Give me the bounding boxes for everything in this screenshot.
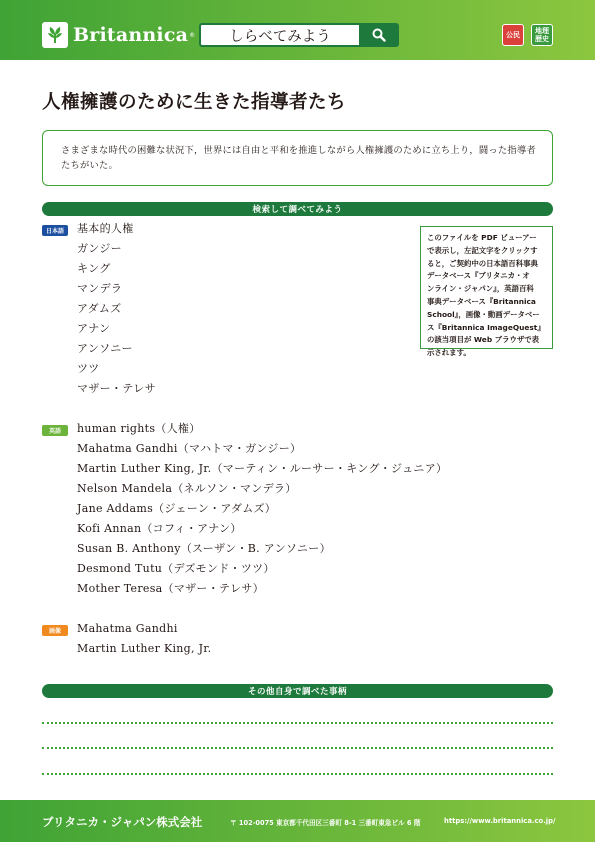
japanese-term-link[interactable]: ツツ — [77, 362, 100, 375]
badge-line: 歴史 — [535, 35, 549, 43]
image-term-link[interactable]: Mahatma Gandhi — [77, 622, 178, 635]
note-line: の該当項目が Web ブラウザで表 — [427, 335, 540, 345]
footer-company: ブリタニカ・ジャパン株式会社 — [42, 815, 203, 829]
image-tag: 画像 — [42, 625, 68, 636]
search-label-box: しらべてみよう — [199, 23, 359, 47]
note-line: データベース『ブリタニカ・オ — [427, 271, 530, 281]
english-term-link[interactable]: Susan B. Anthony（スーザン・B. アンソニー） — [77, 542, 331, 555]
japanese-term-link[interactable]: キング — [77, 262, 111, 275]
header — [0, 0, 595, 60]
japanese-term-link[interactable]: アダムズ — [77, 302, 122, 315]
english-term-link[interactable]: Desmond Tutu（デズモンド・ツツ） — [77, 562, 275, 575]
japanese-tag: 日本語 — [42, 225, 68, 236]
thistle-logo-icon — [42, 22, 68, 48]
note-line: ス『Britannica ImageQuest』 — [427, 322, 545, 332]
japanese-term-link[interactable]: アンソニー — [77, 342, 133, 355]
note-line: ンライン・ジャパン』，英語百科 — [427, 284, 534, 294]
english-term-link[interactable]: Martin Luther King, Jr.（マーティン・ルーサー・キング・ジュニア） — [77, 462, 448, 475]
britannica-logo[interactable] — [42, 22, 195, 48]
note-line: 示されます。 — [427, 348, 471, 358]
note-line: 事典データベース『Britannica — [427, 296, 536, 306]
english-term-link[interactable]: Nelson Mandela（ネルソン・マンデラ） — [77, 482, 297, 495]
intro-box — [42, 130, 553, 186]
english-term-link[interactable]: Mother Teresa（マザー・テレサ） — [77, 582, 264, 595]
section-other-heading: その他自身で調べた事柄 — [42, 684, 553, 698]
japanese-term-link[interactable]: アナン — [77, 322, 111, 335]
civics-badge: 公民 — [502, 24, 524, 46]
writing-line[interactable] — [42, 773, 553, 775]
english-term-link[interactable]: Jane Addams（ジェーン・アダムズ） — [77, 502, 277, 515]
writing-line[interactable] — [42, 722, 553, 724]
english-term-link[interactable]: Mahatma Gandhi（マハトマ・ガンジー） — [77, 442, 302, 455]
intro-text: さまざまな時代の困難な状況下，世界には自由と平和を推進しながら人権擁護のために立ち上り，闘った指導者たちがいた。 — [61, 145, 536, 171]
footer — [0, 800, 595, 842]
instruction-note — [420, 226, 553, 358]
search-button[interactable] — [359, 23, 399, 47]
section-search-heading: 検索して調べてみよう — [42, 202, 553, 216]
logo-text: Britannica — [73, 24, 189, 46]
japanese-term-link[interactable]: 基本的人権 — [77, 222, 134, 235]
page-title: 人権擁護のために生きた指導者たち — [42, 92, 347, 113]
writing-line[interactable] — [42, 747, 553, 749]
geography-history-badge — [531, 24, 553, 46]
footer-url-link[interactable]: https://www.britannica.co.jp/ — [444, 817, 556, 825]
english-tag: 英語 — [42, 425, 68, 436]
japanese-term-link[interactable]: マンデラ — [77, 282, 123, 295]
note-line: ると，ご契約中の日本語百科事典 — [427, 258, 538, 268]
note-line: このファイルを PDF ビューアー — [427, 233, 537, 242]
badge-line: 地理 — [535, 27, 549, 35]
note-line: School』，画像・動画データベー — [427, 309, 540, 319]
image-term-link[interactable]: Martin Luther King, Jr. — [77, 642, 212, 655]
japanese-term-link[interactable]: ガンジー — [77, 242, 122, 255]
english-term-link[interactable]: human rights（人権） — [77, 422, 201, 435]
note-line: で表示し，左記文字をクリックす — [427, 245, 538, 255]
japanese-term-link[interactable]: マザー・テレサ — [77, 382, 156, 395]
footer-address: 〒 102-0075 東京都千代田区三番町 8-1 三番町東急ビル 6 階 — [230, 819, 421, 827]
logo-trademark: ® — [189, 31, 196, 39]
search-icon — [372, 28, 386, 42]
english-term-link[interactable]: Kofi Annan（コフィ・アナン） — [77, 522, 242, 535]
